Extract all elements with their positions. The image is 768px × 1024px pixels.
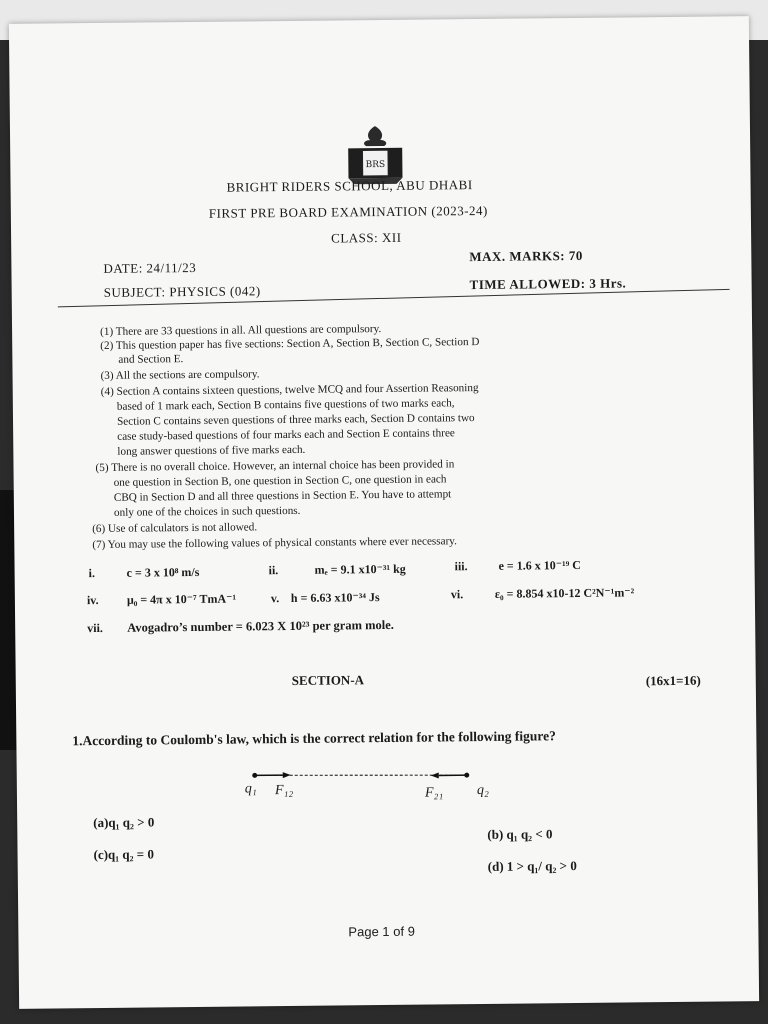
constant-speed-of-light: c = 3 x 10⁸ m/s [126,564,200,580]
constant-v-num: v. [270,591,280,606]
constant-vi-num: vi. [450,587,464,602]
constant-iv-num: iv. [86,592,99,608]
constant-iii-num: iii. [454,559,468,574]
instruction-2: (2) This question paper has five sections: Section A, Section B, Section C, Section D [100,335,480,352]
constant-ii-num: ii. [268,563,279,578]
question-1-text: 1.According to Coulomb's law, which is the correct relation for the following figure? [72,728,556,749]
instruction-2-cont: and Section E. [118,353,184,366]
max-marks-label: MAX. MARKS: 70 [469,247,583,265]
instruction-5-line-3: CBQ in Section D and all three questions in Section E. You have to attempt [113,488,452,504]
constant-planck: h = 6.63 x10⁻³⁴ Js [290,590,380,605]
instruction-4-line-5: long answer questions of five marks each. [117,443,306,458]
instruction-5: (5) There is no overall choice. However, an internal choice has been provided in [95,458,455,475]
instruction-6: (6) Use of calculators is not allowed. [92,521,258,536]
instruction-5-line-2: one question in Section B, one question in Section C, one question in each [113,473,447,489]
force-f12-label: F₁₂ [274,782,294,799]
constant-permeability: μ₀ = 4π x 10⁻⁷ TmA⁻¹ [126,591,237,607]
date-label: DATE: 24/11/23 [103,259,197,276]
charge-q2-label: q₂ [476,782,489,799]
school-name: BRIGHT RIDERS SCHOOL, ABU DHABI [226,177,473,195]
option-c: (c)q₁ q₂ = 0 [93,846,154,863]
instruction-5-line-4: only one of the choices in such questions. [113,504,301,519]
instruction-3: (3) All the sections are compulsory. [100,368,260,382]
exam-title: FIRST PRE BOARD EXAMINATION (2023-24) [208,202,488,221]
constant-permittivity: ε₀ = 8.854 x10-12 C²N⁻¹m⁻² [494,585,635,601]
constant-avogadro: Avogadro’s number = 6.023 X 10²³ per gram mole. [127,617,394,635]
charge-q1-label: q₁ [244,781,257,797]
instruction-4-line-3: Section C contains seven questions of three marks each, Section D contains two [116,412,475,428]
section-marks: (16x1=16) [645,672,701,689]
option-d: (d) 1 > q₁/ q₂ > 0 [487,858,577,874]
exam-paper [9,16,759,1009]
instruction-1: (1) There are 33 questions in all. All questions are compulsory. [100,323,382,338]
class-label: CLASS: XII [331,229,402,246]
constant-electron-charge: e = 1.6 x 10⁻¹⁹ C [498,557,581,573]
force-f21-label: F₂₁ [424,785,444,801]
logo-text: BRS [365,159,386,171]
constant-electron-mass: mₑ = 9.1 x10⁻³¹ kg [314,561,406,577]
option-a: (a)q₁ q₂ > 0 [93,814,155,831]
instruction-7: (7) You may use the following values of physical constants where ever necessary. [92,535,458,552]
option-b: (b) q₁ q₂ < 0 [487,826,553,842]
constant-vii-num: vii. [87,620,103,636]
instruction-4-line-2: based of 1 mark each, Section B contains five questions of two marks each, [116,397,455,413]
subject-label: SUBJECT: PHYSICS (042) [103,283,261,300]
instruction-4: (4) Section A contains sixteen questions, twelve MCQ and four Assertion Reasoning [100,382,479,398]
section-title: SECTION-A [291,672,365,688]
instruction-4-line-4: case study-based questions of four marks each and Section E contains three [117,427,455,443]
page-footer: Page 1 of 9 [348,923,415,940]
time-allowed-label: TIME ALLOWED: 3 Hrs. [469,275,627,293]
constant-i-num: i. [88,566,96,581]
